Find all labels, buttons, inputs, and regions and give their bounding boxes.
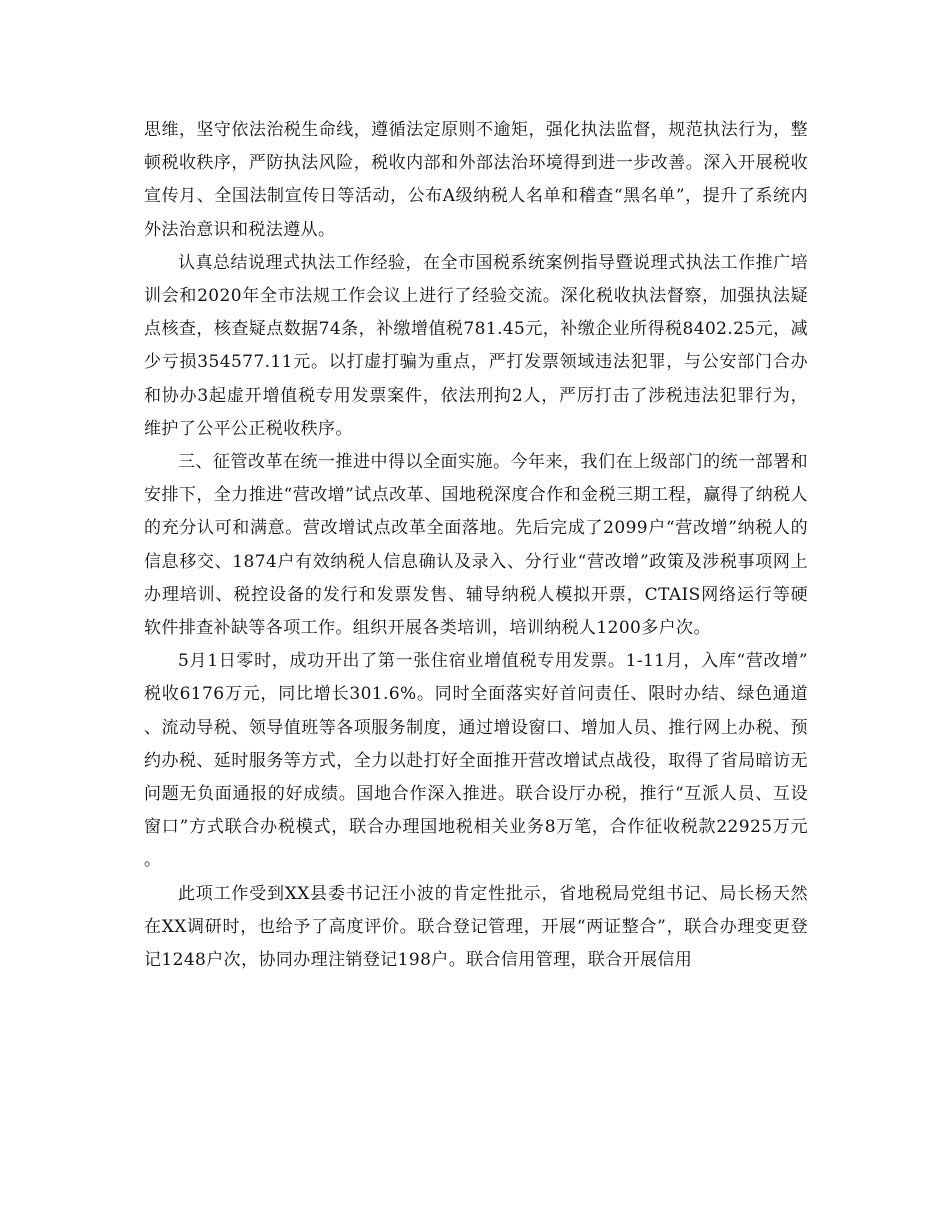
document-body — [144, 114, 808, 977]
paragraph-5: 此项工作受到XX县委书记汪小波的肯定性批示，省地税局党组书记、局长杨天然在XX调研时，也给予了高度评价。联合登记管理，开展“两证整合”，联合办理变更登记1248户次，协同办理注销登记198户。联合信用管理，联合开展信用 — [144, 883, 808, 971]
paragraph-1: 思维，坚守依法治税生命线，遵循法定原则不逾矩，强化执法监督，规范执法行为，整顿税收秩序，严防执法风险，税收内部和外部法治环境得到进一步改善。深入开展税收宣传月、全国法制宣传日等活动，公布A级纳税人名单和稽查“黑名单”，提升了系统内外法治意识和税法遵从。 — [144, 120, 808, 240]
paragraph-3: 三、征管改革在统一推进中得以全面实施。今年来，我们在上级部门的统一部署和安排下，全力推进“营改增”试点改革、国地税深度合作和金税三期工程，赢得了纳税人的充分认可和满意。营改增试点改革全面落地。先后完成了2099户“营改增”纳税人的信息移交、1874户有效纳税人信息确认及录入、分行业“营改增”政策及涉税事项网上办理培训、税控设备的发行和发票发售、辅导纳税人模拟开票，CTAIS网络运行等硬软件排查补缺等各项工作。组织开展各类培训，培训纳税人1200多户次。 — [144, 452, 808, 639]
paragraph-4: 5月1日零时，成功开出了第一张住宿业增值税专用发票。1-11月，入库“营改增”税收6176万元，同比增长301.6%。同时全面落实好首问责任、限时办结、绿色通道、流动导税、领导值班等各项服务制度，通过增设窗口、增加人员、推行网上办税、预约办税、延时服务等方式，全力以赴打好全面推开营改增试点战役，取得了省局暗访无问题无负面通报的好成绩。国地合作深入推进。联合设厅办税，推行“互派人员、互设窗口”方式联合办税模式，联合办理国地税相关业务8万笔，合作征收税款22925万元。 — [144, 651, 808, 871]
paragraph-2: 认真总结说理式执法工作经验，在全市国税系统案例指导暨说理式执法工作推广培训会和2020年全市法规工作会议上进行了经验交流。深化税收执法督察，加强执法疑点核查，核查疑点数据74条，补缴增值税781.45元，补缴企业所得税8402.25元，减少亏损354577.11元。以打虚打骗为重点，严打发票领域违法犯罪，与公安部门合办和协办3起虚开增值税专用发票案件，依法刑拘2人，严厉打击了涉税违法犯罪行为，维护了公平公正税收秩序。 — [144, 252, 808, 439]
